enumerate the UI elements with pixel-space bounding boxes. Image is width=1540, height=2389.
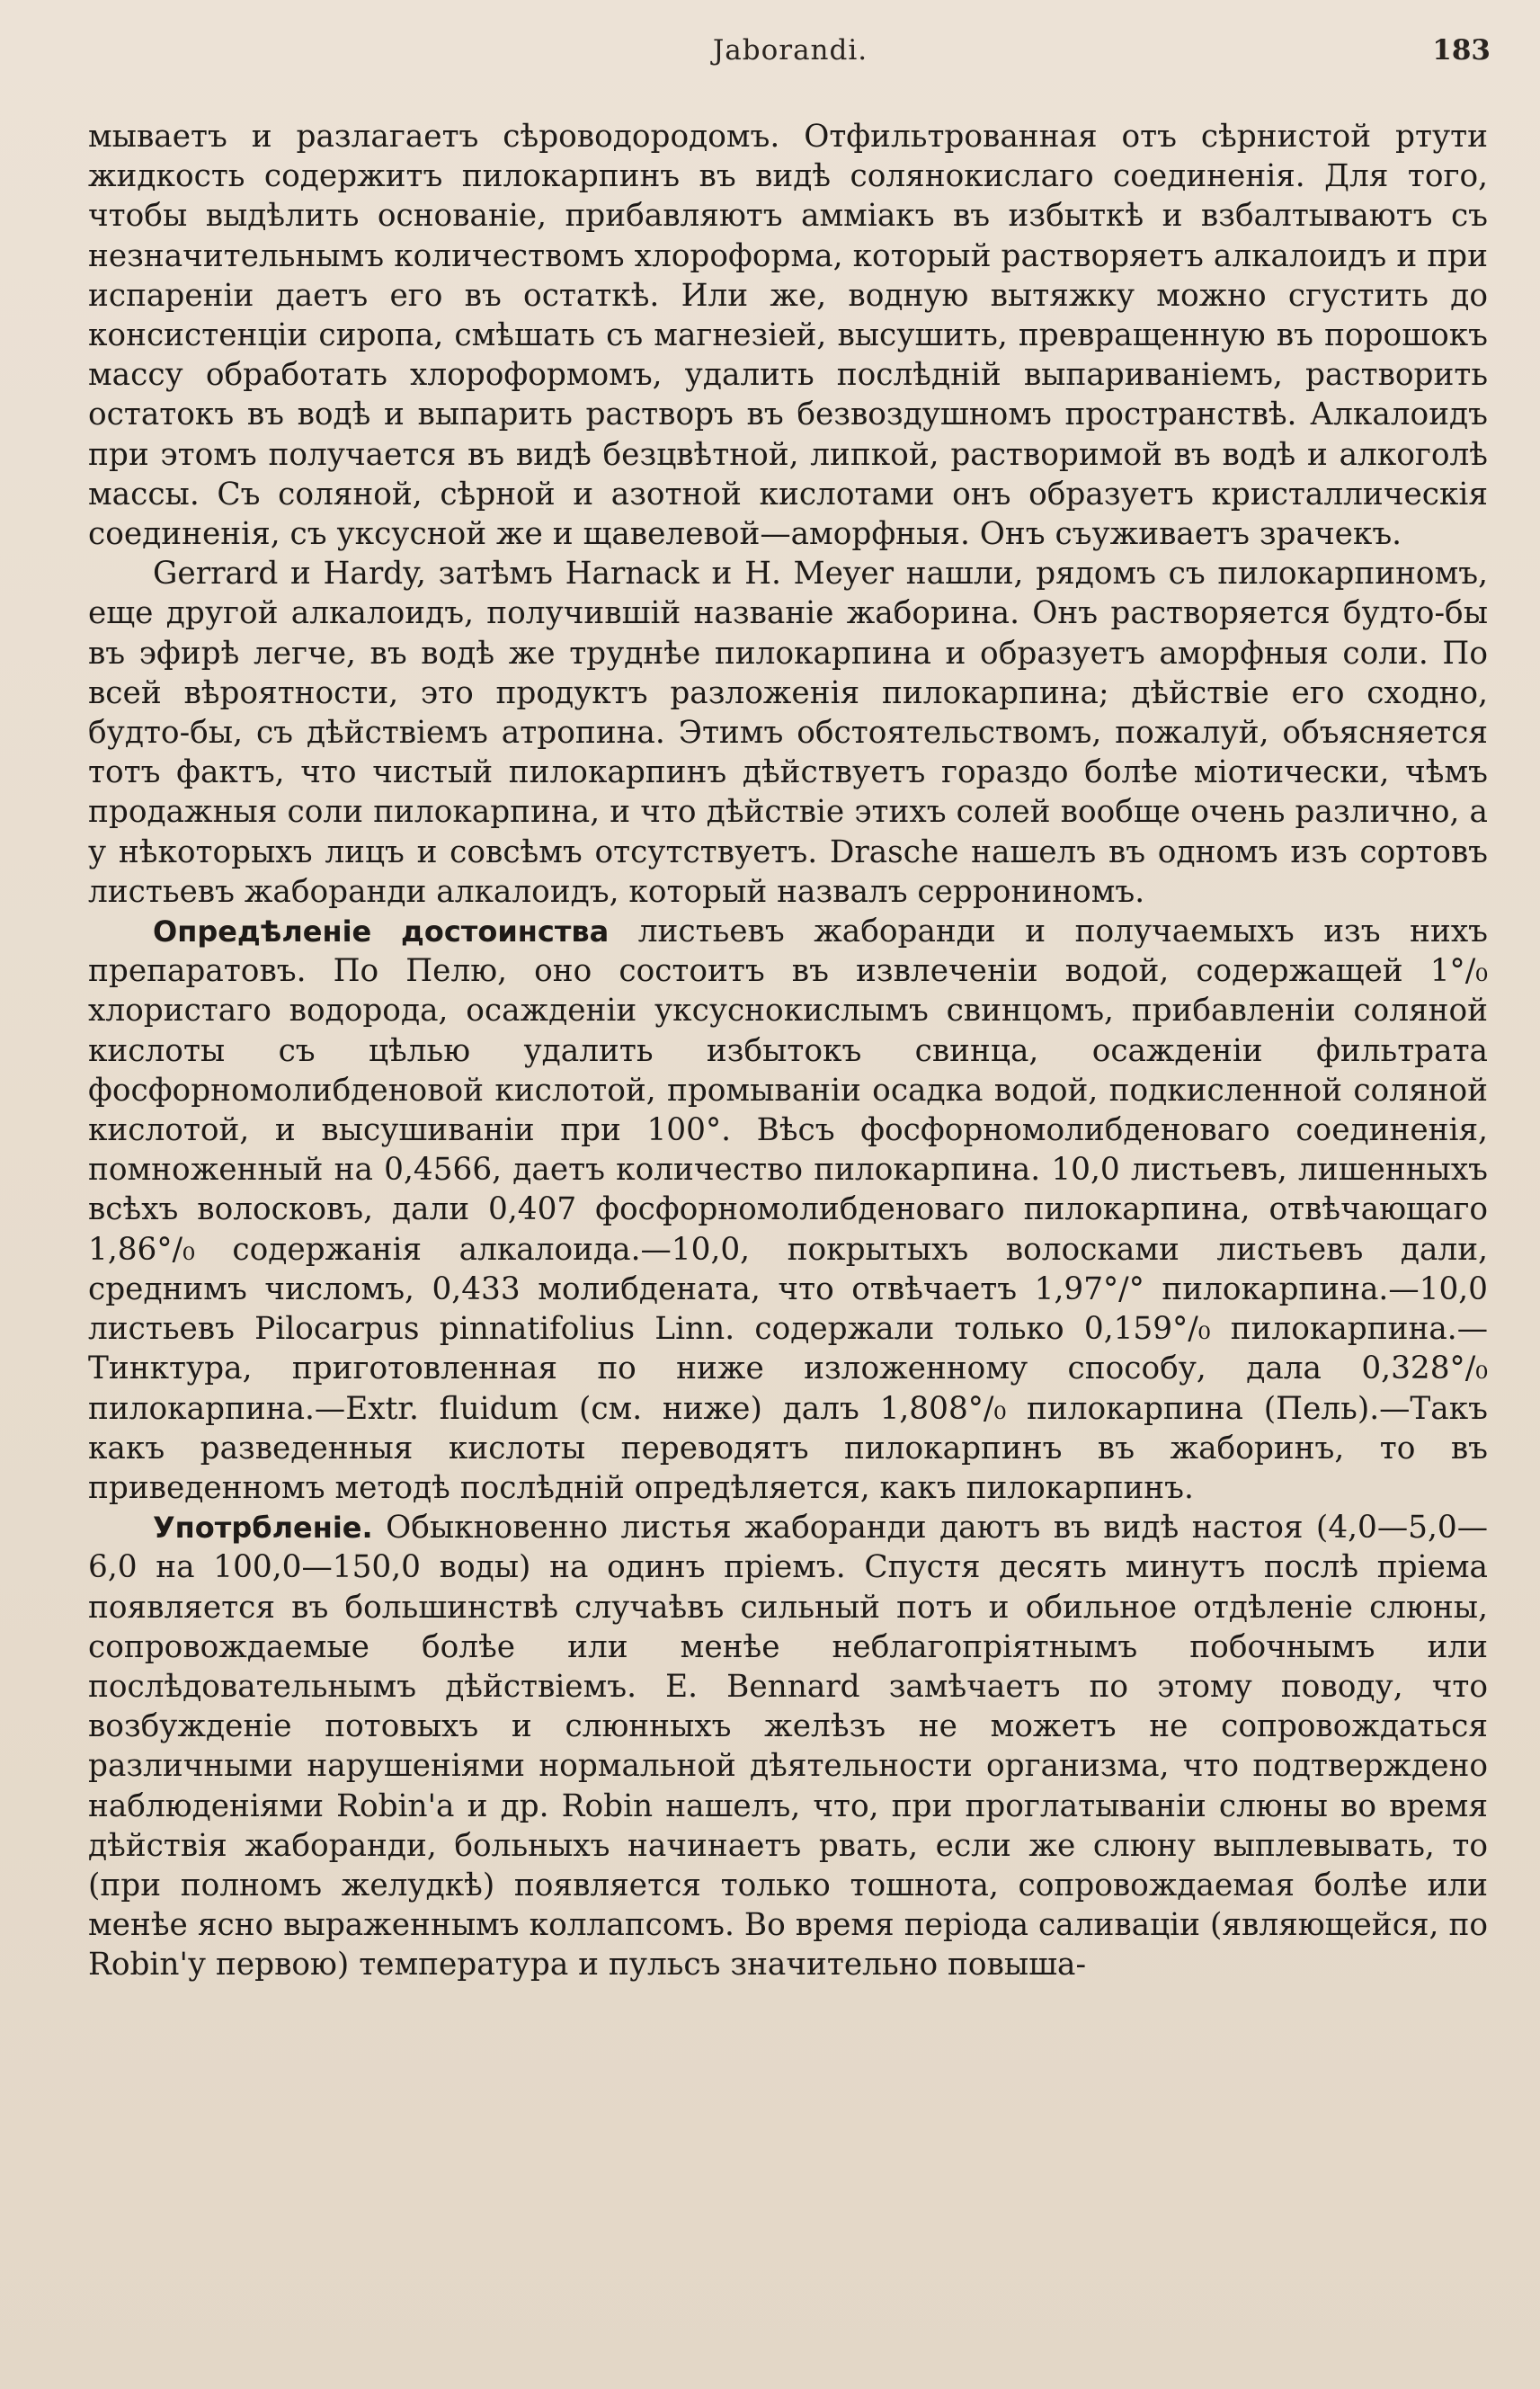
paragraph	[88, 554, 1488, 912]
paragraph	[88, 912, 1488, 1508]
paragraph	[88, 117, 1488, 554]
running-title: Jaborandi.	[712, 34, 868, 67]
paragraph	[88, 1508, 1488, 1984]
page-header	[90, 34, 1491, 79]
paragraph-lead: Опредѣленіе достоинства	[153, 914, 610, 949]
paragraph-lead: Употрбленіе.	[153, 1511, 373, 1546]
paragraph-text: Обыкновенно листья жаборанди даютъ въ видѣ настоя (4,0—5,0—6,0 на 100,0—150,0 воды) на одинъ пріемъ. Спустя десять минутъ послѣ пріема появляется въ большинствѣ случаѣвъ сильный потъ и обильное отдѣленіе слюны, сопровождаемые болѣе или менѣе неблагопріятнымъ побочнымъ или послѣдовательнымъ дѣйствіемъ. E. Bennard замѣчаетъ по этому поводу, что возбужденіе потовыхъ и слюнныхъ желѣзъ не можетъ не сопровождаться различными нарушеніями нормальной дѣятельности организма, что подтверждено наблюденіями Robin'а и др. Robin нашелъ, что, при проглатываніи слюны во время дѣйствія жабоpанди, больныхъ начинаетъ рвать, если же слюну выплевывать, то (при полномъ желудкѣ) появляется только тошнота, сопровождаемая болѣе или менѣе ясно выраженнымъ коллапсомъ. Во время періода саливаціи (являющейся, по Robin'у первою) температура и пульсъ значительно повыша-	[88, 1510, 1488, 1983]
paragraph-text: Gerrard и Hardy, затѣмъ Harnack и H. Meyer нашли, рядомъ съ пилокарпиномъ, еще другой алкалоидъ, получившій названіе жаборина. Онъ растворяется будто-бы въ эфирѣ легче, въ водѣ же труднѣе пилокарпина и образуетъ аморфныя соли. По всей вѣроятности, это продуктъ разложенія пилокарпина; дѣйствіе его сходно, будто-бы, съ дѣйствіемъ атропина. Этимъ обстоятельствомъ, пожалуй, объясняется тотъ фактъ, что чистый пилокарпинъ дѣйствуетъ гораздо болѣе міотически, чѣмъ продажныя соли пилокарпина, и что дѣйствіе этихъ солей вообще очень различно, а у нѣкоторыхъ лицъ и совсѣмъ отсутствуетъ. Drasche нашелъ въ одномъ изъ сортовъ листьевъ жаборанди алкалоидъ, который назвалъ серрониномъ.	[88, 556, 1488, 910]
page-number: 183	[1432, 34, 1491, 67]
paragraph-text: мываетъ и разлагаетъ сѣроводородомъ. Отфильтрованная отъ сѣрнистой ртути жидкость содержитъ пилокарпинъ въ видѣ солянокислаго соединенія. Для того, чтобы выдѣлить основаніе, прибавляютъ амміакъ въ избыткѣ и взбалтываютъ съ незначительнымъ количествомъ хлороформа, который растворяетъ алкалоидъ и при испареніи даетъ его въ остаткѣ. Или же, водную вытяжку можно сгустить до консистенціи сиропа, смѣшать съ магнезіей, высушить, превращенную въ порошокъ массу обработать хлороформомъ, удалить послѣдній выпариваніемъ, растворить остатокъ въ водѣ и выпарить растворъ въ безвоздушномъ пространствѣ. Алкалоидъ при этомъ получается въ видѣ безцвѣтной, липкой, растворимой въ водѣ и алкоголѣ массы. Съ соляной, сѣрной и азотной кислотами онъ образуетъ кристаллическія соединенія, съ уксусной же и щавелевой—аморфныя. Онъ съуживаетъ зрачекъ.	[88, 119, 1488, 553]
paragraph-text: листьевъ жаборанди и получаемыхъ изъ нихъ препаратовъ. По Пелю, оно состоитъ въ извлеченіи водой, содержащей 1°/₀ хлористаго водорода, осажденіи уксуснокислымъ свинцомъ, прибавленіи соляной кислоты съ цѣлью удалить избытокъ свинца, осажденіи фильтрата фосфорномолибденовой кислотой, промываніи осадка водой, подкисленной соляной кислотой, и высушиваніи при 100°. Вѣсъ фосфорномолибденоваго соединенія, помноженный на 0,4566, даетъ количество пилокарпина. 10,0 листьевъ, лишенныхъ всѣхъ волосковъ, дали 0,407 фосфорномолибденоваго пилокарпина, отвѣчающаго 1,86°/₀ содержанія алкалоида.—10,0, покрытыхъ волосками листьевъ дали, среднимъ числомъ, 0,433 молибдената, что отвѣчаетъ 1,97°/° пилокарпина.—10,0 листьевъ Pilocarpus pinnatifolius Linn. содержали только 0,159°/₀ пилокарпина.—Тинктура, приготовленная по ниже изложенному способу, дала 0,328°/₀ пилокарпина.—Extr. fluidum (см. ниже) далъ 1,808°/₀ пилокарпина (Пель).—Такъ какъ разведенныя кислоты переводятъ пилокарпинъ въ жаборинъ, то въ приведенномъ методѣ послѣдній опредѣляется, какъ пилокарпинъ.	[88, 914, 1488, 1506]
body-text	[88, 117, 1488, 1985]
